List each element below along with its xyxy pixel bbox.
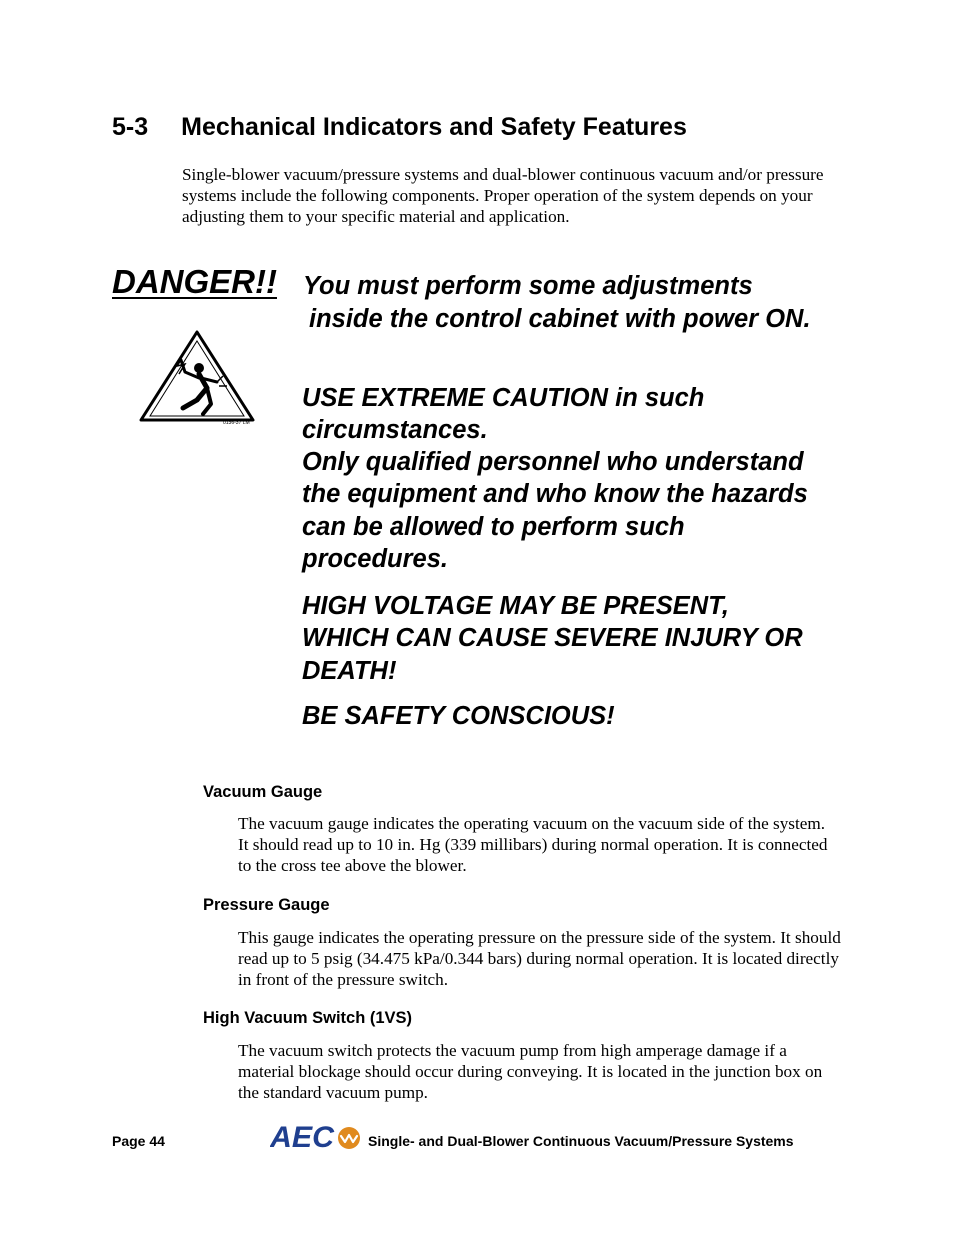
section-heading: [112, 113, 687, 142]
page-number: Page 44: [112, 1133, 165, 1149]
danger-para-5: BE SAFETY CONSCIOUS!: [302, 702, 615, 730]
danger-line-1-continued: inside the control cabinet with power ON.: [309, 305, 811, 333]
component-text-vacuum-gauge: The vacuum gauge indicates the operating vacuum on the vacuum side of the system. It should read up to 10 in. Hg (339 millibars) during normal operation. It is connected to the cross tee above the blower.: [238, 814, 828, 875]
danger-para-2: USE EXTREME CAUTION in such circumstances.: [302, 384, 705, 445]
danger-para-4: HIGH VOLTAGE MAY BE PRESENT, WHICH CAN CAUSE SEVERE INJURY OR DEATH!: [302, 592, 803, 685]
component-text-pressure-gauge: This gauge indicates the operating pressure on the pressure side of the system. It should read up to 5 psig (34.475 kPa/0.344 bars) during normal operation. It is located directly in front of the pressure switch.: [238, 928, 841, 989]
component-heading-vacuum-gauge: Vacuum Gauge: [203, 783, 323, 801]
aec-wave-logo-icon: [270, 1120, 362, 1152]
electrical-shock-warning-icon: [137, 328, 257, 430]
component-text-high-vacuum-switch: The vacuum switch protects the vacuum pump from high amperage damage if a material blockage should occur during conveying. It is located in the junction box on the standard vacuum pump.: [238, 1041, 823, 1102]
danger-line-1: You must perform some adjustments: [303, 272, 753, 300]
component-heading-pressure-gauge: Pressure Gauge: [203, 896, 330, 914]
section-intro: Single-blower vacuum/pressure systems and dual-blower continuous vacuum and/or pressure systems include the following components. Proper operation of the system depends on your adjusting them to your specific material and application.: [182, 165, 824, 226]
component-heading-high-vacuum-switch: High Vacuum Switch (1VS): [203, 1009, 413, 1027]
section-title: Mechanical Indicators and Safety Features: [181, 113, 687, 141]
logo-text: AEC: [270, 1121, 336, 1152]
footer-title: Single- and Dual-Blower Continuous Vacuum/Pressure Systems: [368, 1133, 794, 1149]
danger-para-3: Only qualified personnel who understand the equipment and who know the hazards can be allowed to perform such procedures.: [302, 448, 808, 573]
icon-caption: 0136-37 LM: [223, 420, 250, 426]
danger-label: DANGER!!: [112, 263, 277, 300]
section-number: 5-3: [112, 113, 149, 141]
